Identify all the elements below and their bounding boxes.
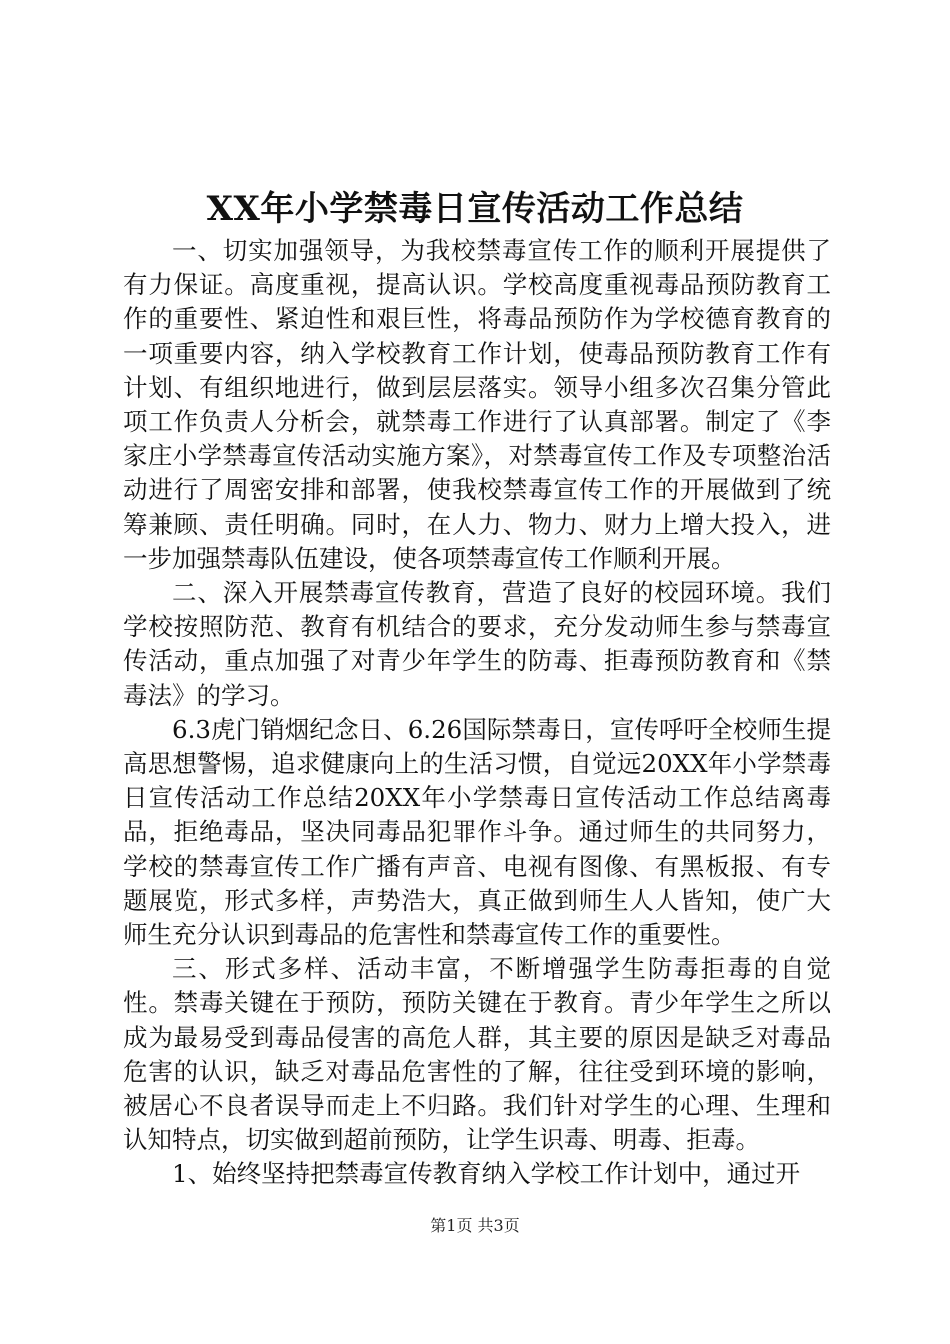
paragraph-3: 6.3虎门销烟纪念日、6.26国际禁毒日，宣传呼吁全校师生提高思想警惕，追求健康向上的生活习惯，自觉远20XX年小学禁毒日宣传活动工作总结20XX年小学禁毒日宣传活动工作总结离毒品，拒绝毒品，坚决同毒品犯罪作斗争。通过师生的共同努力，学校的禁毒宣传工作广播有声音、电视有图像、有黑板报、有专题展览，形式多样，声势浩大，真正做到师生人人皆知，使广大师生充分认识到毒品的危害性和禁毒宣传工作的重要性。 bbox=[123, 714, 831, 950]
paragraph-4: 三、形式多样、活动丰富，不断增强学生防毒拒毒的自觉性。禁毒关键在于预防，预防关键在于教育。青少年学生之所以成为最易受到毒品侵害的高危人群，其主要的原因是缺乏对毒品危害的认识，缺乏对毒品危害性的了解，往往受到环境的影响，被居心不良者误导而走上不归路。我们针对学生的心理、生理和认知特点，切实做到超前预防，让学生识毒、明毒、拒毒。 bbox=[123, 954, 831, 1155]
paragraph-2: 二、深入开展禁毒宣传教育，营造了良好的校园环境。我们学校按照防范、教育有机结合的要求，充分发动师生参与禁毒宣传活动，重点加强了对青少年学生的防毒、拒毒预防教育和《禁毒法》的学习。 bbox=[123, 578, 831, 710]
paragraph-1: 一、切实加强领导，为我校禁毒宣传工作的顺利开展提供了有力保证。高度重视，提高认识。学校高度重视毒品预防教育工作的重要性、紧迫性和艰巨性，将毒品预防作为学校德育教育的一项重要内容，纳入学校教育工作计划，使毒品预防教育工作有计划、有组织地进行，做到层层落实。领导小组多次召集分管此项工作负责人分析会，就禁毒工作进行了认真部署。制定了《李家庄小学禁毒宣传活动实施方案》，对禁毒宣传工作及专项整治活动进行了周密安排和部署，使我校禁毒宣传工作的开展做到了统筹兼顾、责任明确。同时，在人力、物力、财力上增大投入，进一步加强禁毒队伍建设，使各项禁毒宣传工作顺利开展。 bbox=[123, 236, 831, 573]
page-number-footer: 第1页 共3页 bbox=[430, 1216, 520, 1235]
document-title: XX年小学禁毒日宣传活动工作总结 bbox=[206, 189, 744, 229]
document-body bbox=[123, 234, 831, 1192]
paragraph-5: 1、始终坚持把禁毒宣传教育纳入学校工作计划中，通过开 bbox=[172, 1159, 801, 1189]
